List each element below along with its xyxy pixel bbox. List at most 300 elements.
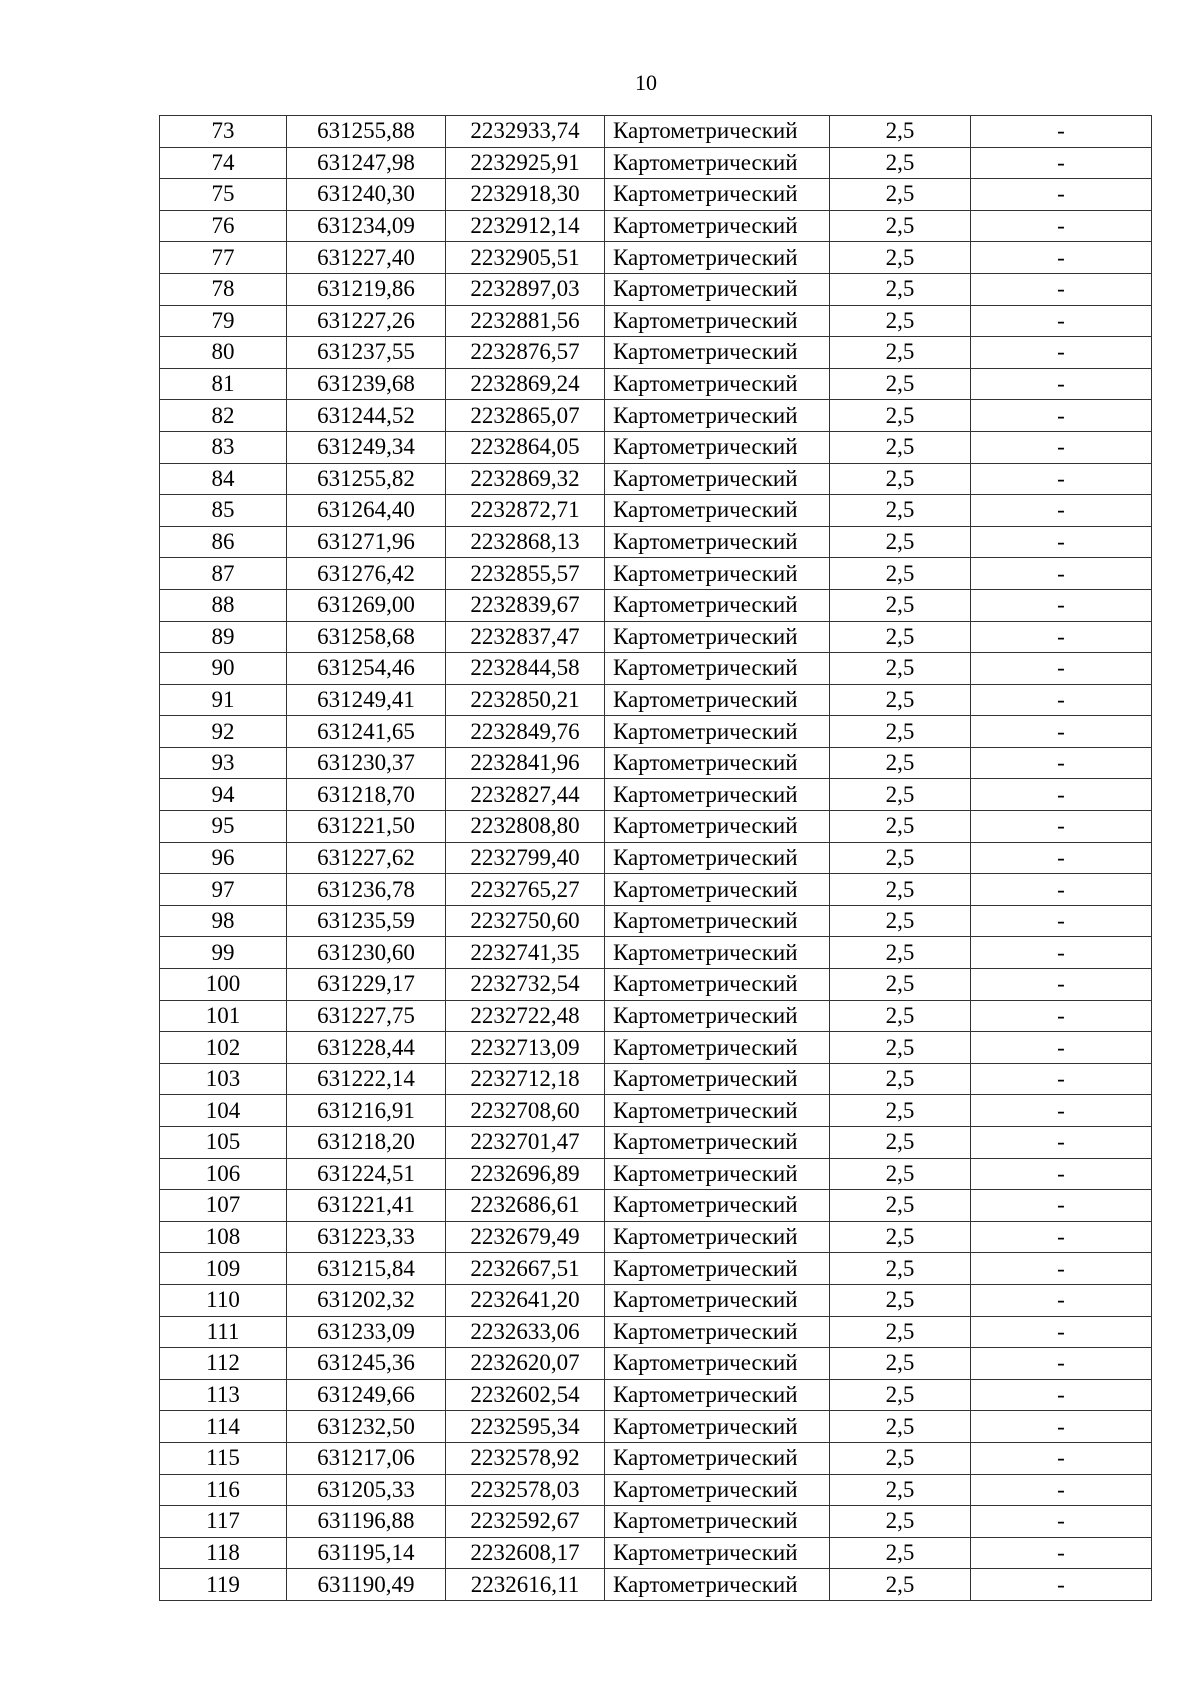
method-cell: Картометрический bbox=[605, 905, 830, 937]
method-cell: Картометрический bbox=[605, 1190, 830, 1222]
method-cell: Картометрический bbox=[605, 1253, 830, 1285]
table-row bbox=[160, 1095, 1152, 1127]
method-cell: Картометрический bbox=[605, 684, 830, 716]
description-cell: - bbox=[971, 1095, 1152, 1127]
accuracy-cell: 2,5 bbox=[830, 621, 971, 653]
accuracy-cell: 2,5 bbox=[830, 526, 971, 558]
x-coordinate-cell: 631269,00 bbox=[287, 589, 446, 621]
point-number-cell: 74 bbox=[160, 147, 287, 179]
table-row bbox=[160, 747, 1152, 779]
point-number-cell: 78 bbox=[160, 273, 287, 305]
table-row bbox=[160, 969, 1152, 1001]
point-number-cell: 116 bbox=[160, 1474, 287, 1506]
method-cell: Картометрический bbox=[605, 1474, 830, 1506]
description-cell: - bbox=[971, 1221, 1152, 1253]
method-cell: Картометрический bbox=[605, 1411, 830, 1443]
point-number-cell: 82 bbox=[160, 400, 287, 432]
point-number-cell: 109 bbox=[160, 1253, 287, 1285]
x-coordinate-cell: 631219,86 bbox=[287, 273, 446, 305]
accuracy-cell: 2,5 bbox=[830, 1190, 971, 1222]
method-cell: Картометрический bbox=[605, 716, 830, 748]
description-cell: - bbox=[971, 1316, 1152, 1348]
y-coordinate-cell: 2232667,51 bbox=[446, 1253, 605, 1285]
y-coordinate-cell: 2232850,21 bbox=[446, 684, 605, 716]
x-coordinate-cell: 631227,40 bbox=[287, 242, 446, 274]
accuracy-cell: 2,5 bbox=[830, 1442, 971, 1474]
method-cell: Картометрический bbox=[605, 1095, 830, 1127]
x-coordinate-cell: 631241,65 bbox=[287, 716, 446, 748]
table-row bbox=[160, 811, 1152, 843]
x-coordinate-cell: 631249,41 bbox=[287, 684, 446, 716]
method-cell: Картометрический bbox=[605, 1032, 830, 1064]
method-cell: Картометрический bbox=[605, 589, 830, 621]
x-coordinate-cell: 631195,14 bbox=[287, 1537, 446, 1569]
accuracy-cell: 2,5 bbox=[830, 905, 971, 937]
point-number-cell: 115 bbox=[160, 1442, 287, 1474]
description-cell: - bbox=[971, 747, 1152, 779]
description-cell: - bbox=[971, 526, 1152, 558]
point-number-cell: 81 bbox=[160, 368, 287, 400]
y-coordinate-cell: 2232701,47 bbox=[446, 1127, 605, 1159]
method-cell: Картометрический bbox=[605, 116, 830, 148]
point-number-cell: 114 bbox=[160, 1411, 287, 1443]
page-number: 10 bbox=[635, 70, 657, 95]
y-coordinate-cell: 2232864,05 bbox=[446, 431, 605, 463]
accuracy-cell: 2,5 bbox=[830, 210, 971, 242]
table-row bbox=[160, 337, 1152, 369]
accuracy-cell: 2,5 bbox=[830, 747, 971, 779]
description-cell: - bbox=[971, 337, 1152, 369]
y-coordinate-cell: 2232855,57 bbox=[446, 558, 605, 590]
method-cell: Картометрический bbox=[605, 969, 830, 1001]
y-coordinate-cell: 2232897,03 bbox=[446, 273, 605, 305]
table-row bbox=[160, 589, 1152, 621]
table-row bbox=[160, 1474, 1152, 1506]
x-coordinate-cell: 631228,44 bbox=[287, 1032, 446, 1064]
table-row bbox=[160, 621, 1152, 653]
y-coordinate-cell: 2232712,18 bbox=[446, 1063, 605, 1095]
x-coordinate-cell: 631227,26 bbox=[287, 305, 446, 337]
description-cell: - bbox=[971, 400, 1152, 432]
description-cell: - bbox=[971, 969, 1152, 1001]
point-number-cell: 88 bbox=[160, 589, 287, 621]
point-number-cell: 106 bbox=[160, 1158, 287, 1190]
x-coordinate-cell: 631255,82 bbox=[287, 463, 446, 495]
y-coordinate-cell: 2232633,06 bbox=[446, 1316, 605, 1348]
table-row bbox=[160, 874, 1152, 906]
description-cell: - bbox=[971, 1032, 1152, 1064]
table-row bbox=[160, 716, 1152, 748]
description-cell: - bbox=[971, 1284, 1152, 1316]
accuracy-cell: 2,5 bbox=[830, 1000, 971, 1032]
point-number-cell: 87 bbox=[160, 558, 287, 590]
table-row bbox=[160, 1411, 1152, 1443]
table-row bbox=[160, 1569, 1152, 1601]
table-row bbox=[160, 1506, 1152, 1538]
table-row bbox=[160, 1442, 1152, 1474]
y-coordinate-cell: 2232641,20 bbox=[446, 1284, 605, 1316]
x-coordinate-cell: 631227,62 bbox=[287, 842, 446, 874]
accuracy-cell: 2,5 bbox=[830, 1411, 971, 1443]
y-coordinate-cell: 2232868,13 bbox=[446, 526, 605, 558]
point-number-cell: 118 bbox=[160, 1537, 287, 1569]
table-row bbox=[160, 368, 1152, 400]
method-cell: Картометрический bbox=[605, 1348, 830, 1380]
description-cell: - bbox=[971, 1474, 1152, 1506]
table-row bbox=[160, 842, 1152, 874]
description-cell: - bbox=[971, 1000, 1152, 1032]
method-cell: Картометрический bbox=[605, 305, 830, 337]
x-coordinate-cell: 631230,60 bbox=[287, 937, 446, 969]
y-coordinate-cell: 2232750,60 bbox=[446, 905, 605, 937]
x-coordinate-cell: 631202,32 bbox=[287, 1284, 446, 1316]
x-coordinate-cell: 631221,50 bbox=[287, 811, 446, 843]
method-cell: Картометрический bbox=[605, 179, 830, 211]
x-coordinate-cell: 631239,68 bbox=[287, 368, 446, 400]
point-number-cell: 98 bbox=[160, 905, 287, 937]
table-row bbox=[160, 526, 1152, 558]
accuracy-cell: 2,5 bbox=[830, 779, 971, 811]
table-row bbox=[160, 495, 1152, 527]
table-row bbox=[160, 242, 1152, 274]
accuracy-cell: 2,5 bbox=[830, 1095, 971, 1127]
y-coordinate-cell: 2232608,17 bbox=[446, 1537, 605, 1569]
y-coordinate-cell: 2232765,27 bbox=[446, 874, 605, 906]
point-number-cell: 102 bbox=[160, 1032, 287, 1064]
y-coordinate-cell: 2232918,30 bbox=[446, 179, 605, 211]
x-coordinate-cell: 631222,14 bbox=[287, 1063, 446, 1095]
y-coordinate-cell: 2232616,11 bbox=[446, 1569, 605, 1601]
point-number-cell: 117 bbox=[160, 1506, 287, 1538]
method-cell: Картометрический bbox=[605, 653, 830, 685]
x-coordinate-cell: 631276,42 bbox=[287, 558, 446, 590]
table-row bbox=[160, 1284, 1152, 1316]
x-coordinate-cell: 631229,17 bbox=[287, 969, 446, 1001]
x-coordinate-cell: 631255,88 bbox=[287, 116, 446, 148]
table-row bbox=[160, 653, 1152, 685]
point-number-cell: 99 bbox=[160, 937, 287, 969]
y-coordinate-cell: 2232869,32 bbox=[446, 463, 605, 495]
table-row bbox=[160, 273, 1152, 305]
table-row bbox=[160, 558, 1152, 590]
method-cell: Картометрический bbox=[605, 1316, 830, 1348]
accuracy-cell: 2,5 bbox=[830, 495, 971, 527]
description-cell: - bbox=[971, 1411, 1152, 1443]
point-number-cell: 89 bbox=[160, 621, 287, 653]
point-number-cell: 103 bbox=[160, 1063, 287, 1095]
method-cell: Картометрический bbox=[605, 779, 830, 811]
description-cell: - bbox=[971, 1127, 1152, 1159]
x-coordinate-cell: 631240,30 bbox=[287, 179, 446, 211]
description-cell: - bbox=[971, 905, 1152, 937]
y-coordinate-cell: 2232881,56 bbox=[446, 305, 605, 337]
method-cell: Картометрический bbox=[605, 337, 830, 369]
accuracy-cell: 2,5 bbox=[830, 337, 971, 369]
x-coordinate-cell: 631233,09 bbox=[287, 1316, 446, 1348]
y-coordinate-cell: 2232849,76 bbox=[446, 716, 605, 748]
accuracy-cell: 2,5 bbox=[830, 463, 971, 495]
accuracy-cell: 2,5 bbox=[830, 1158, 971, 1190]
accuracy-cell: 2,5 bbox=[830, 1127, 971, 1159]
description-cell: - bbox=[971, 589, 1152, 621]
point-number-cell: 77 bbox=[160, 242, 287, 274]
y-coordinate-cell: 2232679,49 bbox=[446, 1221, 605, 1253]
table-row bbox=[160, 179, 1152, 211]
description-cell: - bbox=[971, 179, 1152, 211]
y-coordinate-cell: 2232708,60 bbox=[446, 1095, 605, 1127]
point-number-cell: 92 bbox=[160, 716, 287, 748]
x-coordinate-cell: 631271,96 bbox=[287, 526, 446, 558]
method-cell: Картометрический bbox=[605, 874, 830, 906]
accuracy-cell: 2,5 bbox=[830, 400, 971, 432]
method-cell: Картометрический bbox=[605, 368, 830, 400]
x-coordinate-cell: 631216,91 bbox=[287, 1095, 446, 1127]
x-coordinate-cell: 631245,36 bbox=[287, 1348, 446, 1380]
description-cell: - bbox=[971, 1063, 1152, 1095]
method-cell: Картометрический bbox=[605, 621, 830, 653]
method-cell: Картометрический bbox=[605, 1221, 830, 1253]
accuracy-cell: 2,5 bbox=[830, 179, 971, 211]
table-row bbox=[160, 1127, 1152, 1159]
method-cell: Картометрический bbox=[605, 937, 830, 969]
description-cell: - bbox=[971, 368, 1152, 400]
accuracy-cell: 2,5 bbox=[830, 305, 971, 337]
accuracy-cell: 2,5 bbox=[830, 589, 971, 621]
x-coordinate-cell: 631249,66 bbox=[287, 1379, 446, 1411]
table-row bbox=[160, 210, 1152, 242]
accuracy-cell: 2,5 bbox=[830, 811, 971, 843]
description-cell: - bbox=[971, 874, 1152, 906]
description-cell: - bbox=[971, 558, 1152, 590]
description-cell: - bbox=[971, 1569, 1152, 1601]
point-number-cell: 104 bbox=[160, 1095, 287, 1127]
x-coordinate-cell: 631230,37 bbox=[287, 747, 446, 779]
point-number-cell: 80 bbox=[160, 337, 287, 369]
x-coordinate-cell: 631221,41 bbox=[287, 1190, 446, 1222]
accuracy-cell: 2,5 bbox=[830, 1537, 971, 1569]
x-coordinate-cell: 631196,88 bbox=[287, 1506, 446, 1538]
accuracy-cell: 2,5 bbox=[830, 969, 971, 1001]
method-cell: Картометрический bbox=[605, 1000, 830, 1032]
point-number-cell: 113 bbox=[160, 1379, 287, 1411]
y-coordinate-cell: 2232741,35 bbox=[446, 937, 605, 969]
table-row bbox=[160, 779, 1152, 811]
point-number-cell: 93 bbox=[160, 747, 287, 779]
y-coordinate-cell: 2232933,74 bbox=[446, 116, 605, 148]
table-row bbox=[160, 1032, 1152, 1064]
description-cell: - bbox=[971, 116, 1152, 148]
y-coordinate-cell: 2232876,57 bbox=[446, 337, 605, 369]
y-coordinate-cell: 2232578,92 bbox=[446, 1442, 605, 1474]
method-cell: Картометрический bbox=[605, 431, 830, 463]
method-cell: Картометрический bbox=[605, 273, 830, 305]
method-cell: Картометрический bbox=[605, 1569, 830, 1601]
description-cell: - bbox=[971, 242, 1152, 274]
point-number-cell: 86 bbox=[160, 526, 287, 558]
x-coordinate-cell: 631236,78 bbox=[287, 874, 446, 906]
accuracy-cell: 2,5 bbox=[830, 1379, 971, 1411]
method-cell: Картометрический bbox=[605, 1158, 830, 1190]
x-coordinate-cell: 631218,20 bbox=[287, 1127, 446, 1159]
x-coordinate-cell: 631234,09 bbox=[287, 210, 446, 242]
method-cell: Картометрический bbox=[605, 495, 830, 527]
point-number-cell: 85 bbox=[160, 495, 287, 527]
description-cell: - bbox=[971, 463, 1152, 495]
point-number-cell: 112 bbox=[160, 1348, 287, 1380]
y-coordinate-cell: 2232578,03 bbox=[446, 1474, 605, 1506]
description-cell: - bbox=[971, 1348, 1152, 1380]
accuracy-cell: 2,5 bbox=[830, 116, 971, 148]
coordinates-table bbox=[159, 115, 1152, 1601]
method-cell: Картометрический bbox=[605, 526, 830, 558]
description-cell: - bbox=[971, 937, 1152, 969]
method-cell: Картометрический bbox=[605, 1537, 830, 1569]
point-number-cell: 96 bbox=[160, 842, 287, 874]
x-coordinate-cell: 631224,51 bbox=[287, 1158, 446, 1190]
point-number-cell: 91 bbox=[160, 684, 287, 716]
accuracy-cell: 2,5 bbox=[830, 874, 971, 906]
point-number-cell: 97 bbox=[160, 874, 287, 906]
accuracy-cell: 2,5 bbox=[830, 242, 971, 274]
x-coordinate-cell: 631249,34 bbox=[287, 431, 446, 463]
description-cell: - bbox=[971, 495, 1152, 527]
x-coordinate-cell: 631227,75 bbox=[287, 1000, 446, 1032]
method-cell: Картометрический bbox=[605, 147, 830, 179]
y-coordinate-cell: 2232620,07 bbox=[446, 1348, 605, 1380]
y-coordinate-cell: 2232837,47 bbox=[446, 621, 605, 653]
point-number-cell: 84 bbox=[160, 463, 287, 495]
description-cell: - bbox=[971, 431, 1152, 463]
method-cell: Картометрический bbox=[605, 747, 830, 779]
point-number-cell: 75 bbox=[160, 179, 287, 211]
method-cell: Картометрический bbox=[605, 1063, 830, 1095]
x-coordinate-cell: 631247,98 bbox=[287, 147, 446, 179]
x-coordinate-cell: 631244,52 bbox=[287, 400, 446, 432]
method-cell: Картометрический bbox=[605, 242, 830, 274]
method-cell: Картометрический bbox=[605, 1442, 830, 1474]
y-coordinate-cell: 2232827,44 bbox=[446, 779, 605, 811]
description-cell: - bbox=[971, 210, 1152, 242]
y-coordinate-cell: 2232713,09 bbox=[446, 1032, 605, 1064]
description-cell: - bbox=[971, 779, 1152, 811]
description-cell: - bbox=[971, 716, 1152, 748]
y-coordinate-cell: 2232905,51 bbox=[446, 242, 605, 274]
description-cell: - bbox=[971, 811, 1152, 843]
accuracy-cell: 2,5 bbox=[830, 716, 971, 748]
x-coordinate-cell: 631237,55 bbox=[287, 337, 446, 369]
table-row bbox=[160, 1000, 1152, 1032]
x-coordinate-cell: 631223,33 bbox=[287, 1221, 446, 1253]
x-coordinate-cell: 631190,49 bbox=[287, 1569, 446, 1601]
method-cell: Картометрический bbox=[605, 811, 830, 843]
method-cell: Картометрический bbox=[605, 842, 830, 874]
table-row bbox=[160, 1348, 1152, 1380]
table-row bbox=[160, 905, 1152, 937]
accuracy-cell: 2,5 bbox=[830, 1284, 971, 1316]
point-number-cell: 73 bbox=[160, 116, 287, 148]
y-coordinate-cell: 2232722,48 bbox=[446, 1000, 605, 1032]
table-row bbox=[160, 463, 1152, 495]
y-coordinate-cell: 2232841,96 bbox=[446, 747, 605, 779]
accuracy-cell: 2,5 bbox=[830, 1474, 971, 1506]
table-row bbox=[160, 305, 1152, 337]
accuracy-cell: 2,5 bbox=[830, 684, 971, 716]
accuracy-cell: 2,5 bbox=[830, 558, 971, 590]
description-cell: - bbox=[971, 1190, 1152, 1222]
method-cell: Картометрический bbox=[605, 400, 830, 432]
point-number-cell: 83 bbox=[160, 431, 287, 463]
point-number-cell: 95 bbox=[160, 811, 287, 843]
y-coordinate-cell: 2232869,24 bbox=[446, 368, 605, 400]
point-number-cell: 105 bbox=[160, 1127, 287, 1159]
point-number-cell: 107 bbox=[160, 1190, 287, 1222]
description-cell: - bbox=[971, 684, 1152, 716]
accuracy-cell: 2,5 bbox=[830, 431, 971, 463]
table-row bbox=[160, 1379, 1152, 1411]
table-row bbox=[160, 431, 1152, 463]
description-cell: - bbox=[971, 273, 1152, 305]
point-number-cell: 79 bbox=[160, 305, 287, 337]
method-cell: Картометрический bbox=[605, 558, 830, 590]
table-body bbox=[160, 116, 1152, 1601]
table-row bbox=[160, 684, 1152, 716]
description-cell: - bbox=[971, 653, 1152, 685]
description-cell: - bbox=[971, 1253, 1152, 1285]
description-cell: - bbox=[971, 1506, 1152, 1538]
accuracy-cell: 2,5 bbox=[830, 842, 971, 874]
y-coordinate-cell: 2232808,80 bbox=[446, 811, 605, 843]
method-cell: Картометрический bbox=[605, 463, 830, 495]
accuracy-cell: 2,5 bbox=[830, 937, 971, 969]
point-number-cell: 101 bbox=[160, 1000, 287, 1032]
point-number-cell: 90 bbox=[160, 653, 287, 685]
accuracy-cell: 2,5 bbox=[830, 1253, 971, 1285]
y-coordinate-cell: 2232732,54 bbox=[446, 969, 605, 1001]
y-coordinate-cell: 2232595,34 bbox=[446, 1411, 605, 1443]
x-coordinate-cell: 631215,84 bbox=[287, 1253, 446, 1285]
description-cell: - bbox=[971, 1537, 1152, 1569]
y-coordinate-cell: 2232912,14 bbox=[446, 210, 605, 242]
y-coordinate-cell: 2232844,58 bbox=[446, 653, 605, 685]
table-row bbox=[160, 116, 1152, 148]
method-cell: Картометрический bbox=[605, 1379, 830, 1411]
accuracy-cell: 2,5 bbox=[830, 1221, 971, 1253]
x-coordinate-cell: 631217,06 bbox=[287, 1442, 446, 1474]
point-number-cell: 100 bbox=[160, 969, 287, 1001]
method-cell: Картометрический bbox=[605, 1127, 830, 1159]
accuracy-cell: 2,5 bbox=[830, 653, 971, 685]
description-cell: - bbox=[971, 1442, 1152, 1474]
method-cell: Картометрический bbox=[605, 1284, 830, 1316]
table-row bbox=[160, 1253, 1152, 1285]
description-cell: - bbox=[971, 1379, 1152, 1411]
y-coordinate-cell: 2232872,71 bbox=[446, 495, 605, 527]
x-coordinate-cell: 631254,46 bbox=[287, 653, 446, 685]
description-cell: - bbox=[971, 1158, 1152, 1190]
y-coordinate-cell: 2232602,54 bbox=[446, 1379, 605, 1411]
description-cell: - bbox=[971, 842, 1152, 874]
y-coordinate-cell: 2232592,67 bbox=[446, 1506, 605, 1538]
y-coordinate-cell: 2232865,07 bbox=[446, 400, 605, 432]
accuracy-cell: 2,5 bbox=[830, 1316, 971, 1348]
accuracy-cell: 2,5 bbox=[830, 147, 971, 179]
point-number-cell: 76 bbox=[160, 210, 287, 242]
table-row bbox=[160, 400, 1152, 432]
description-cell: - bbox=[971, 147, 1152, 179]
table-row bbox=[160, 1316, 1152, 1348]
y-coordinate-cell: 2232925,91 bbox=[446, 147, 605, 179]
y-coordinate-cell: 2232839,67 bbox=[446, 589, 605, 621]
